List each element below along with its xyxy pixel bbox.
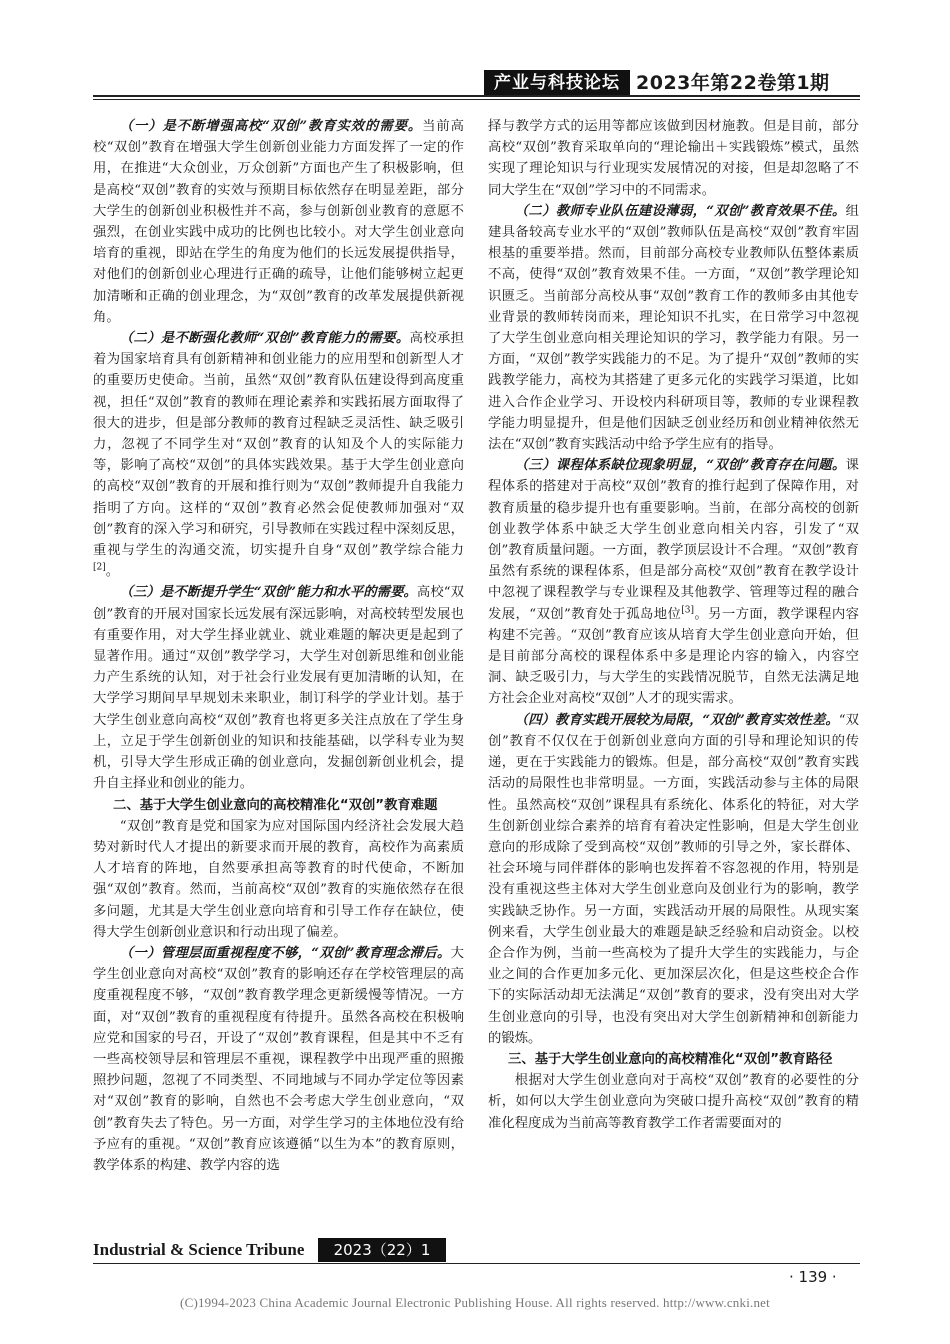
paragraph <box>488 710 859 1049</box>
paragraph <box>488 201 859 455</box>
copyright-watermark: (C)1994-2023 China Academic Journal Electronic Publishing House. All rights reserved. http://www.cnki.net <box>180 1295 770 1310</box>
journal-title-en: Industrial & Science Tribune <box>93 1240 305 1259</box>
paragraph-text: 高校承担着为国家培育具有创新精神和创业能力的应用型和创新型人才的重要历史使命。当前，虽然“双创”教育队伍建设得到高度重视，担任“双创”教育的教师在理论素养和实践拓展方面取得了很大的进步，但是部分教师的教育过程缺乏灵活性、缺乏吸引力，忽视了不同学生对“双创”教育的认知及个人的实际能力等，影响了高校“双创”的具体实践效果。基于大学生创业意向的高校“双创”教育的开展和推行则为“双创”教师提升自我能力指明了方向。这样的“双创”教育必然会促使教师加强对“双创”教育的深入学习和研究，引导教师在实践过程中深刻反思，重视与学生的沟通交流，切实提升自身“双创”教学综合能力 <box>93 331 464 559</box>
section-heading: 二、基于大学生创业意向的高校精准化“双创”教育难题 <box>113 797 438 813</box>
paragraph-text: “双创”教育不仅仅在于创新创业意向方面的引导和理论知识的传递，更在于实践能力的锻炼。但是，部分高校“双创”教育实践活动的局限性也非常明显。一方面，实践活动参与主体的局限性。虽然高校“双创”课程具有系统化、体系化的特征，对大学生创新创业综合素养的培育有着决定性影响，但是大学生创业意向的形成除了受到高校“双创”教师的引导之外，家长群体、社会环境与同伴群体的影响也发挥着不容忽视的作用，特别是没有重视这些主体对大学生创业意向及创业行为的影响，教学实践缺乏协作。另一方面，实践活动开展的局限性。从现实案例来看，大学生创业最大的难题是缺乏经验和启动资金。以校企合作为例，当前一些高校为了提升大学生的实践能力，与企业之间的合作更加多元化、更加深层次化，但是这些校企合作下的实际活动却无法满足“双创”教育的要求，没有突出对大学生创业意向的引导，也没有突出对大学生创新精神和创新能力的锻炼。 <box>488 712 859 1046</box>
paragraph <box>93 116 464 328</box>
paragraph-lead: （三）是不断提升学生“双创”能力和水平的需要。 <box>119 584 417 601</box>
right-column <box>488 116 859 1134</box>
header-rule <box>93 95 860 97</box>
paragraph-text: 组建具备较高专业水平的“双创”教师队伍是高校“双创”教育牢固根基的重要举措。然而，目前部分高校专业教师队伍整体素质不高，使得“双创”教育效果不佳。一方面，“双创”教学理论知识匮乏。当前部分高校从事“双创”教育工作的教师多由其他专业背景的教师转岗而来，理论知识不扎实，在日常学习中忽视了大学生创业意向相关理论知识的学习，教学能力有限。另一方面，“双创”教学实践能力的不足。为了提升“双创”教师的实践教学能力，高校为其搭建了更多元化的实践学习渠道，比如进入合作企业学习、开设校内科研项目等，教师的专业课程教学能力明显提升，但是他们因缺乏创业经历和创业精神依然无法在“双创”教育实践活动中给予学生应有的指导。 <box>488 203 859 453</box>
citation-ref: [2] <box>93 562 106 573</box>
paragraph <box>93 943 464 1176</box>
section-heading: 三、基于大学生创业意向的高校精准化“双创”教育路径 <box>508 1051 833 1067</box>
left-column <box>93 116 464 1176</box>
paragraph-lead: （四）教育实践开展较为局限，“双创”教育实效性差。 <box>514 711 839 728</box>
paragraph: 择与教学方式的运用等都应该做到因材施教。但是目前，部分高校“双创”教育采取单向的“理论输出＋实践锻炼”模式，虽然实现了理论知识与行业现实发展情况的对接，但是却忽略了不同大学生在“双创”学习中的不同需求。 <box>488 119 859 198</box>
citation-ref: [3] <box>681 605 694 616</box>
paragraph: “双创”教育是党和国家为应对国际国内经济社会发展大趋势对新时代人才提出的新要求而开展的教育，高校作为高素质人才培育的阵地，自然要承担高等教育的时代使命，不断加强“双创”教育。然而，当前高校“双创”教育的实施依然存在很多问题，尤其是大学生创业意向培育和引导工作存在缺位，使得大学生创新创业意识和行动出现了偏差。 <box>93 818 464 940</box>
paragraph-text: 。另一方面，教学课程内容构建不完善。“双创”教育应该从培育大学生创业意向开始，但是目前部分高校的课程体系中多是理论内容的输入，内容空洞、缺乏吸引力，与大学生的实践情况脱节，自然无法满足地方社会企业对高校“双创”人才的现实需求。 <box>488 606 859 707</box>
paragraph <box>488 455 859 709</box>
header-rule-thin <box>93 99 860 100</box>
footer-rule <box>93 1263 860 1264</box>
paragraph: 根据对大学生创业意向对于高校“双创”教育的必要性的分析，如何以大学生创业意向为突破口提升高校“双创”教育的精准化程度成为当前高等教育教学工作者需要面对的 <box>488 1073 859 1131</box>
paragraph-text: 大学生创业意向对高校“双创”教育的影响还存在学校管理层的高度重视程度不够，“双创”教育教学理念更新缓慢等情况。一方面，对“双创”教育的重视程度有待提升。虽然各高校在积极响应党和国家的号召，开设了“双创”教育课程，但是其中不乏有一些高校领导层和管理层不重视，课程教学中出现严重的照搬照抄问题，忽视了不同类型、不同地域与不同办学定位等因素对“双创”教育的影响，自然也不会考虑大学生创业意向，“双创”教育失去了特色。另一方面，对学生学习的主体地位没有给予应有的重视。“双创”教育应该遵循“以生为本”的教育原则，教学体系的构建、教学内容的选 <box>93 945 464 1173</box>
paragraph <box>93 328 464 582</box>
paragraph-text: 。 <box>105 564 120 580</box>
paragraph <box>93 582 464 794</box>
paragraph-lead: （三）课程体系缺位现象明显，“双创”教育存在问题。 <box>514 457 846 474</box>
paragraph-text: 当前高校“双创”教育在增强大学生创新创业能力方面发挥了一定的作用，在推进“大众创业，万众创新”方面也产生了积极影响，但是高校“双创”教育的实效与预期目标依然存在明显差距，部分大学生的创新创业积极性并不高，参与创新创业教育的意愿不强烈，在创业实践中成功的比例也比较小。对大学生创业意向培育的重视，即站在学生的角度为他们的长远发展提供指导，对他们的创新创业心理进行正确的疏导，让他们能够树立起更加清晰和正确的创业理念，为“双创”教育的改革发展提供新视角。 <box>93 119 464 325</box>
issue-box: 2023（22）1 <box>318 1238 446 1262</box>
paragraph-lead: （一）是不断增强高校“双创”教育实效的需要。 <box>119 118 423 134</box>
paragraph-lead: （二）是不断强化教师“双创”教育能力的需要。 <box>119 330 410 347</box>
paragraph-text: 高校“双创”教育的开展对国家长远发展有深远影响，对高校转型发展也有重要作用，对大学生择业就业、就业难题的解决更是起到了显著作用。通过“双创”教学学习，大学生对创新思维和创业能力产生系统的认知，对于社会行业发展有更加清晰的认知，在大学学习期间早早规划未来职业，制订科学的学业计划。基于大学生创业意向高校“双创”教育也将更多关注点放在了学生身上，立足于学生创新创业的知识和技能基础，以学科专业为契机，引导大学生形成正确的创业意向，发掘创新创业机会，提升自主择业和创业的能力。 <box>93 585 464 792</box>
issue-label: 2023年第22卷第1期 <box>636 72 830 94</box>
journal-name-box: 产业与科技论坛 <box>484 70 630 96</box>
paragraph-lead: （一）管理层面重视程度不够，“双创”教育理念滞后。 <box>119 944 451 961</box>
paragraph-text: 课程体系的搭建对于高校“双创”教育的推行起到了保障作用，对教育质量的稳步提升也有重要影响。当前，在部分高校的创新创业教学体系中缺乏大学生创业意向相关内容，引发了“双创”教育质量问题。一方面，教学顶层设计不合理。“双创”教育虽然有系统的课程体系，但是部分高校“双创”教育在教学设计中忽视了课程教学与专业课程及其他教学、管理等过程的融合发展，“双创”教育处于孤岛地位 <box>488 458 859 622</box>
page-number: · 139 · <box>789 1268 837 1286</box>
paragraph-lead: （二）教师专业队伍建设薄弱，“双创”教育效果不佳。 <box>514 202 846 219</box>
